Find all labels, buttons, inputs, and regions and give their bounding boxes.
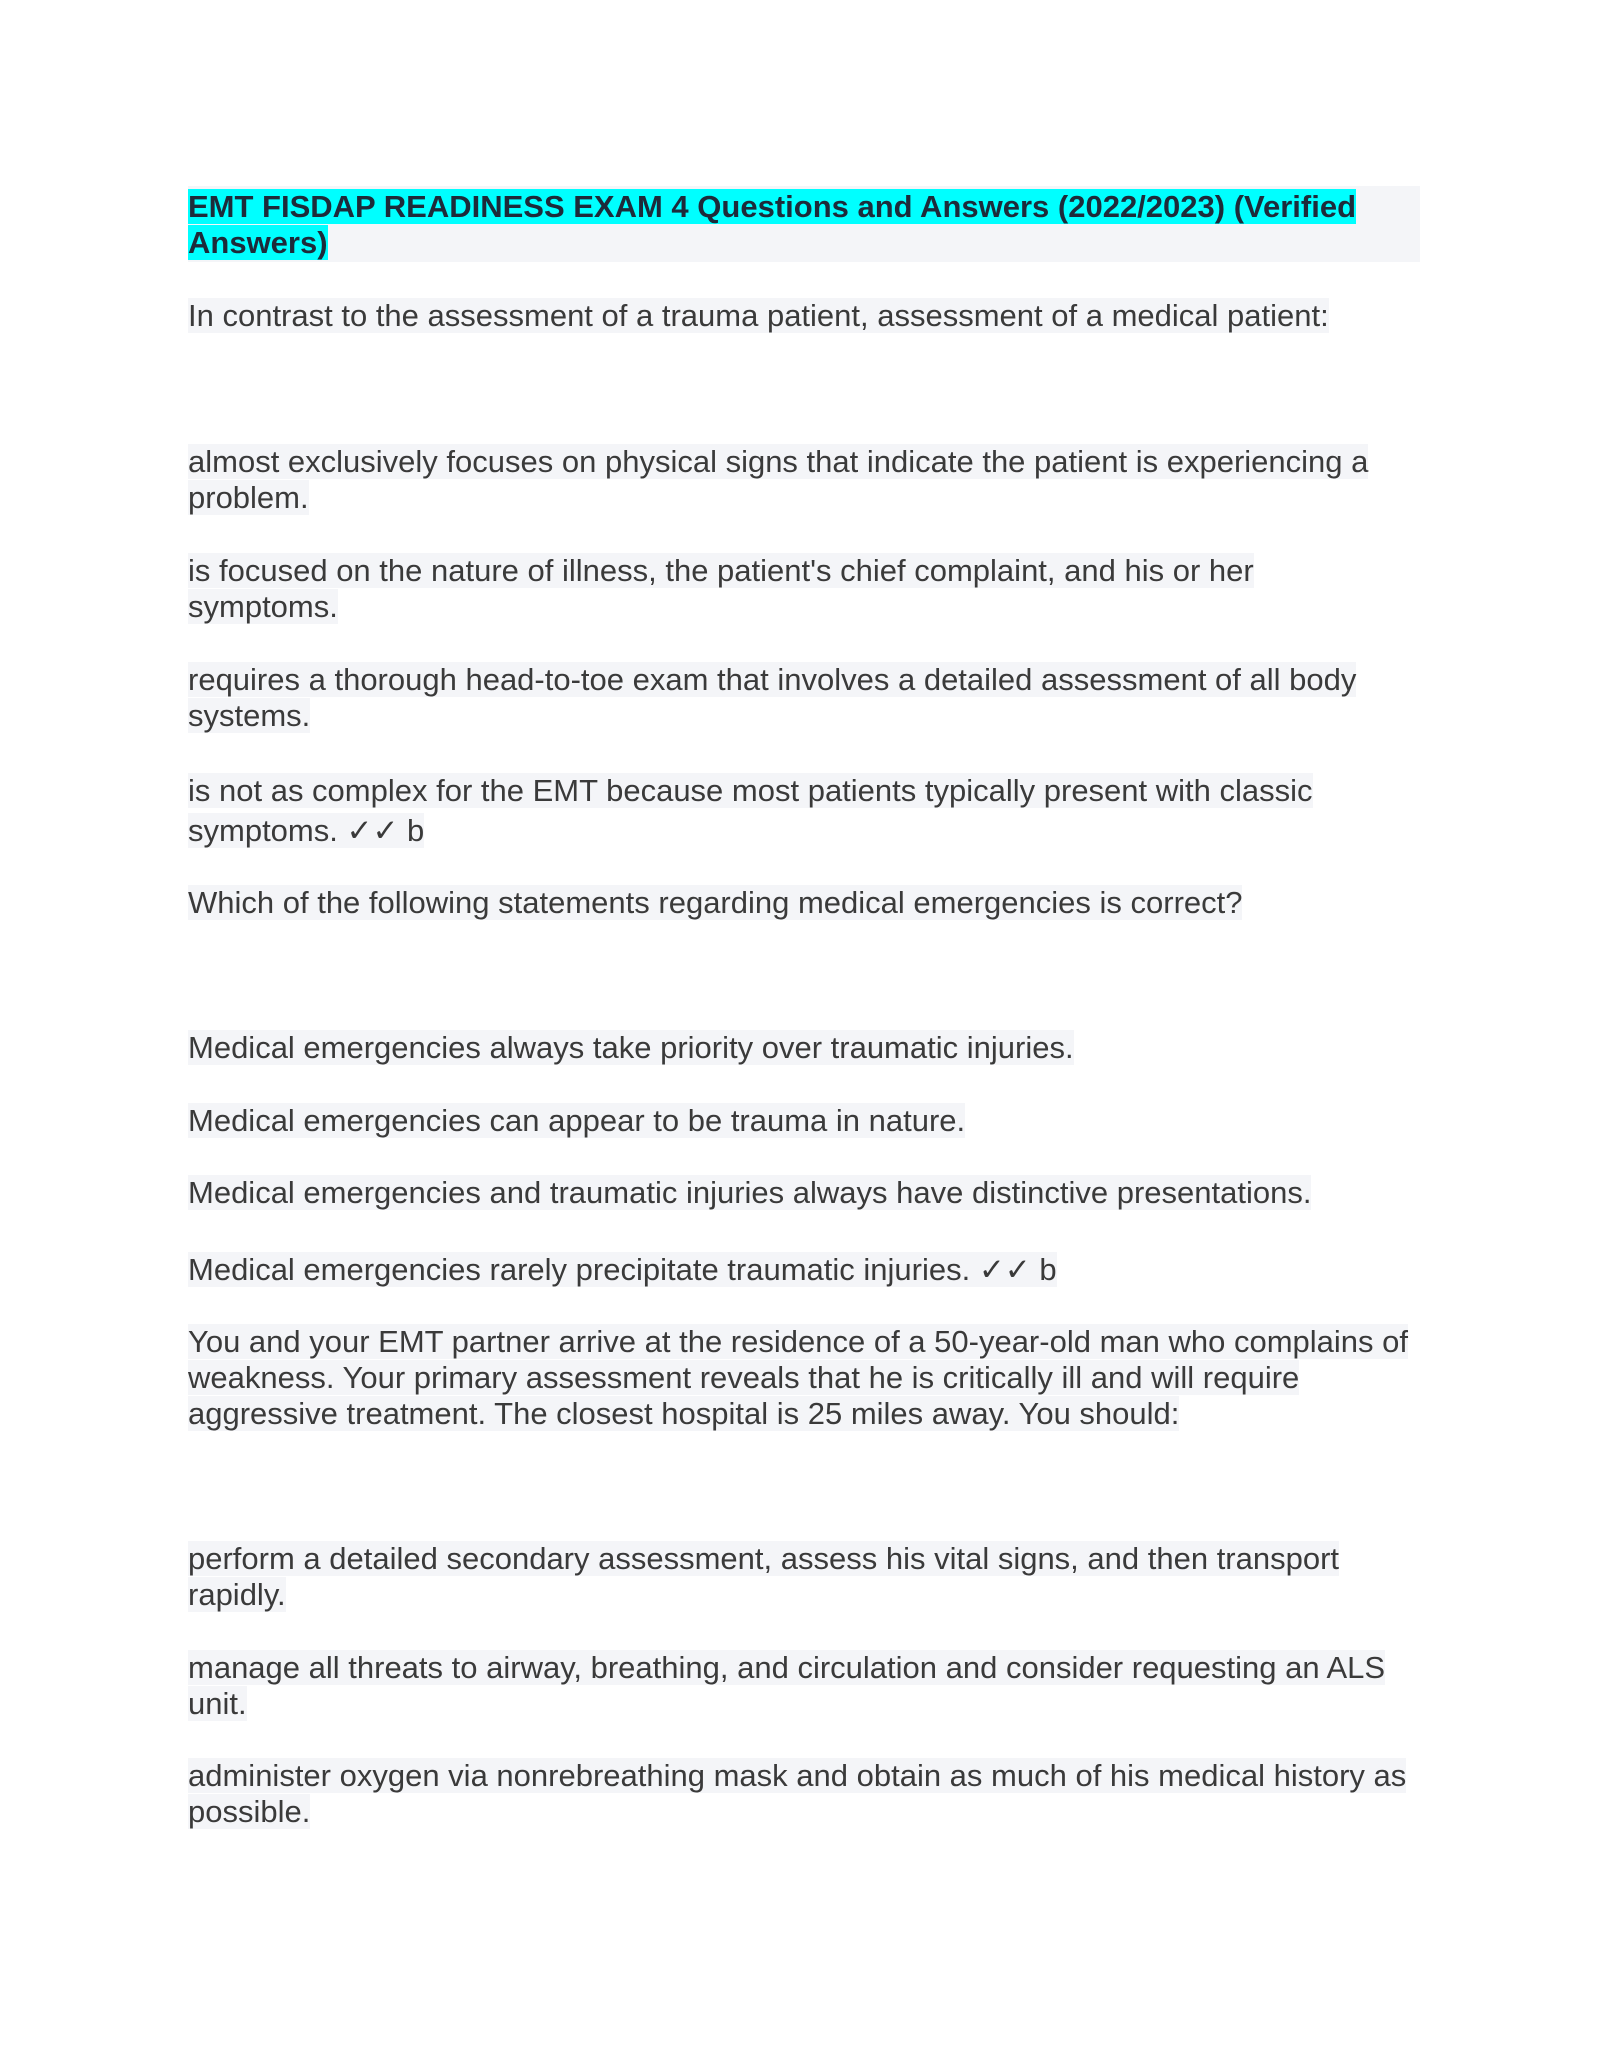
question-3-option-3: administer oxygen via nonrebreathing mask and obtain as much of his medical history as possible. <box>188 1758 1407 1829</box>
question-3-prompt: You and your EMT partner arrive at the residence of a 50-year-old man who complains of weakness. Your primary assessment reveals that he is critically ill and will require aggressive treatment. The closest hospital is 25 miles away. You should: <box>188 1324 1408 1431</box>
question-1-option-3: requires a thorough head-to-toe exam that involves a detailed assessment of all body systems. <box>188 662 1357 733</box>
question-1-option-1: almost exclusively focuses on physical signs that indicate the patient is experiencing a problem. <box>188 444 1369 515</box>
question-2-option-1: Medical emergencies always take priority over traumatic injuries. <box>188 1030 1074 1065</box>
question-3-option-2: manage all threats to airway, breathing, and circulation and consider requesting an ALS unit. <box>188 1650 1386 1721</box>
document-title-text: EMT FISDAP READINESS EXAM 4 Questions and Answers (2022/2023) (Verified Answers) <box>188 189 1357 260</box>
question-2-option-4-with-answer: Medical emergencies rarely precipitate traumatic injuries. ✓✓ b <box>188 1252 1057 1287</box>
question-1-prompt: In contrast to the assessment of a trauma patient, assessment of a medical patient: <box>188 298 1329 333</box>
question-1-option-2: is focused on the nature of illness, the patient's chief complaint, and his or her symptoms. <box>188 553 1254 624</box>
question-2-option-3: Medical emergencies and traumatic injuries always have distinctive presentations. <box>188 1175 1312 1210</box>
question-2-option-2: Medical emergencies can appear to be trauma in nature. <box>188 1103 966 1138</box>
question-3-option-1: perform a detailed secondary assessment, assess his vital signs, and then transport rapidly. <box>188 1541 1340 1612</box>
question-1-option-4-with-answer: is not as complex for the EMT because most patients typically present with classic symptoms. ✓✓ b <box>188 773 1313 848</box>
document-title <box>188 189 1418 261</box>
question-2-prompt: Which of the following statements regarding medical emergencies is correct? <box>188 885 1243 920</box>
